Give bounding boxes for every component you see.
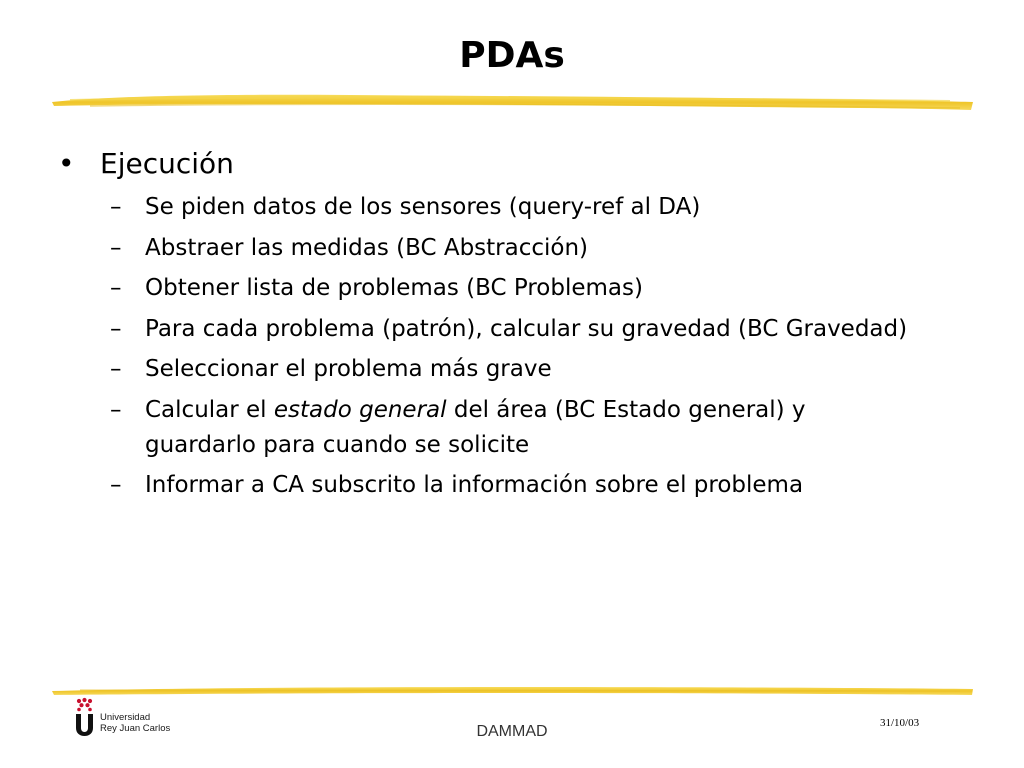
dash-marker: – (110, 396, 122, 423)
sub-bullet-text: Abstraer las medidas (BC Abstracción) (145, 234, 589, 261)
sub-bullet-item (110, 271, 990, 306)
sub-bullet-text: Obtener lista de problemas (BC Problemas) (145, 275, 643, 301)
sub-bullet-text-continuation: guardarlo para cuando se solicite (145, 431, 530, 458)
title-underline-stroke (50, 84, 975, 118)
footer-center-text: DAMMAD (476, 723, 548, 740)
sub-bullet-emphasis: estado general (273, 396, 447, 423)
dash-marker: – (110, 315, 122, 342)
sub-bullet-item (110, 312, 990, 347)
bullet-marker: • (58, 147, 75, 180)
sub-bullet-text: Seleccionar el problema más grave (145, 356, 552, 382)
logo-text-line1: Universidad (100, 712, 151, 723)
sub-bullet-text-before: Calcular el (145, 396, 274, 423)
dash-marker: – (110, 234, 122, 261)
dash-marker: – (110, 472, 122, 498)
sub-bullet-item (110, 231, 990, 266)
sub-bullet-item (110, 393, 990, 463)
logo-text-line2: Rey Juan Carlos (100, 723, 171, 734)
sub-bullet-item (110, 468, 990, 503)
dash-marker: – (110, 194, 122, 220)
dash-marker: – (110, 356, 122, 382)
sub-bullet-list (110, 190, 990, 509)
bullet-text: Ejecución (100, 147, 234, 180)
dash-marker: – (110, 275, 122, 301)
sub-bullet-text: Se piden datos de los sensores (query-ref al DA) (145, 194, 701, 220)
sub-bullet-text-after: del área (BC Estado general) y (446, 396, 806, 423)
footer-date: 31/10/03 (880, 717, 920, 729)
slide-title: PDAs (459, 35, 565, 76)
sub-bullet-item (110, 190, 990, 225)
sub-bullet-item (110, 352, 990, 387)
sub-bullet-text: Para cada problema (patrón), calcular su gravedad (BC Gravedad) (145, 315, 908, 342)
sub-bullet-text: Informar a CA subscrito la información sobre el problema (145, 472, 804, 498)
